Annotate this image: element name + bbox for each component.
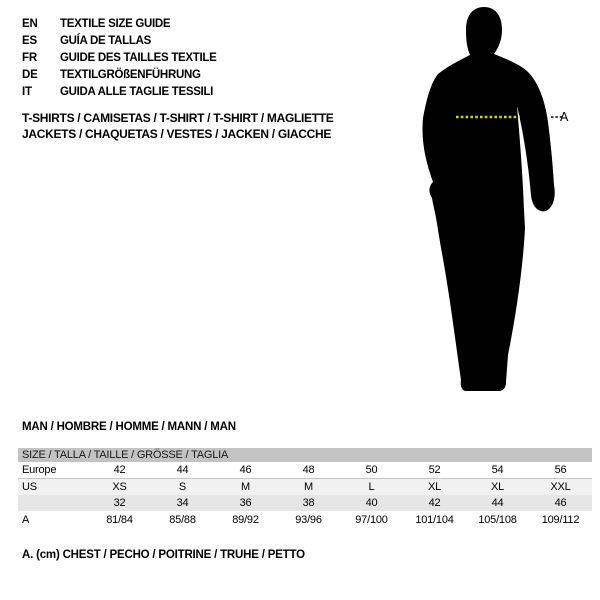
man-silhouette xyxy=(422,7,554,391)
table-cell: 109/112 xyxy=(541,513,580,526)
table-cell: XS xyxy=(112,481,127,493)
language-row-es xyxy=(22,32,217,49)
language-code: DE xyxy=(22,68,38,81)
measurement-footnote: A. (cm) CHEST / PECHO / POITRINE / TRUHE / PETTO xyxy=(22,549,305,561)
table-cell: M xyxy=(304,481,313,493)
language-row-fr xyxy=(22,49,217,66)
language-code: EN xyxy=(22,17,38,30)
table-cell: M xyxy=(241,481,250,493)
table-cell: 46 xyxy=(554,497,567,509)
table-cell: XL xyxy=(427,481,442,493)
category-line-jackets: JACKETS / CHAQUETAS / VESTES / JACKEN / GIACCHE xyxy=(22,126,332,141)
language-title: TEXTILE SIZE GUIDE xyxy=(60,17,171,30)
row-label: US xyxy=(22,481,37,493)
table-cell: 42 xyxy=(113,464,126,476)
table-row-us-number-sizes xyxy=(18,495,592,511)
table-cell: 89/92 xyxy=(232,513,259,526)
table-cell: 44 xyxy=(176,464,189,476)
table-cell: L xyxy=(368,481,375,493)
table-cell: 93/96 xyxy=(295,513,322,526)
table-cell: 50 xyxy=(365,464,378,476)
table-cell: 81/84 xyxy=(106,513,133,526)
language-row-it xyxy=(22,83,217,100)
table-cell: 101/104 xyxy=(415,513,454,526)
row-label: Europe xyxy=(22,464,57,476)
language-row-en xyxy=(22,15,217,32)
table-row-chest-measure xyxy=(18,511,592,528)
table-cell: 42 xyxy=(428,497,441,509)
table-cell: 56 xyxy=(554,464,567,476)
table-row-europe xyxy=(18,462,592,478)
table-cell: S xyxy=(178,481,187,493)
section-title-man: MAN / HOMBRE / HOMME / MANN / MAN xyxy=(22,421,236,433)
language-code: IT xyxy=(22,85,32,98)
language-title: GUIDE DES TAILLES TEXTILE xyxy=(60,51,217,64)
table-cell: 85/88 xyxy=(169,513,196,526)
language-list xyxy=(22,15,217,100)
size-table xyxy=(18,448,592,528)
language-title: TEXTILGRÖßENFÜHRUNG xyxy=(60,68,201,81)
category-line-tshirts: T-SHIRTS / CAMISETAS / T-SHIRT / T-SHIRT / MAGLIETTE xyxy=(22,111,334,125)
table-cell: 52 xyxy=(428,464,441,476)
table-cell: 36 xyxy=(239,497,252,509)
table-row-us-letter-sizes xyxy=(18,478,592,495)
table-cell: 46 xyxy=(239,464,252,476)
table-cell: 105/108 xyxy=(478,513,517,526)
table-cell: 40 xyxy=(365,497,378,509)
size-table-header: SIZE / TALLA / TAILLE / GRÖSSE / TAGLIA xyxy=(18,448,592,462)
table-cell: XL xyxy=(490,481,505,493)
table-cell: 32 xyxy=(113,497,126,509)
language-title: GUÍA DE TALLAS xyxy=(60,34,151,47)
language-row-de xyxy=(22,66,217,83)
table-cell: 97/100 xyxy=(355,513,388,526)
language-code: ES xyxy=(22,34,37,47)
man-figure xyxy=(405,5,580,397)
table-cell: 38 xyxy=(302,497,315,509)
table-cell: 54 xyxy=(491,464,504,476)
measure-label-a: A xyxy=(560,110,569,124)
table-cell: XXL xyxy=(550,481,571,493)
language-code: FR xyxy=(22,51,37,64)
language-title: GUIDA ALLE TAGLIE TESSILI xyxy=(60,85,214,98)
table-cell: 44 xyxy=(491,497,504,509)
row-label: A xyxy=(22,513,30,526)
table-cell: 34 xyxy=(176,497,189,509)
table-cell: 48 xyxy=(302,464,315,476)
category-titles xyxy=(22,111,334,142)
